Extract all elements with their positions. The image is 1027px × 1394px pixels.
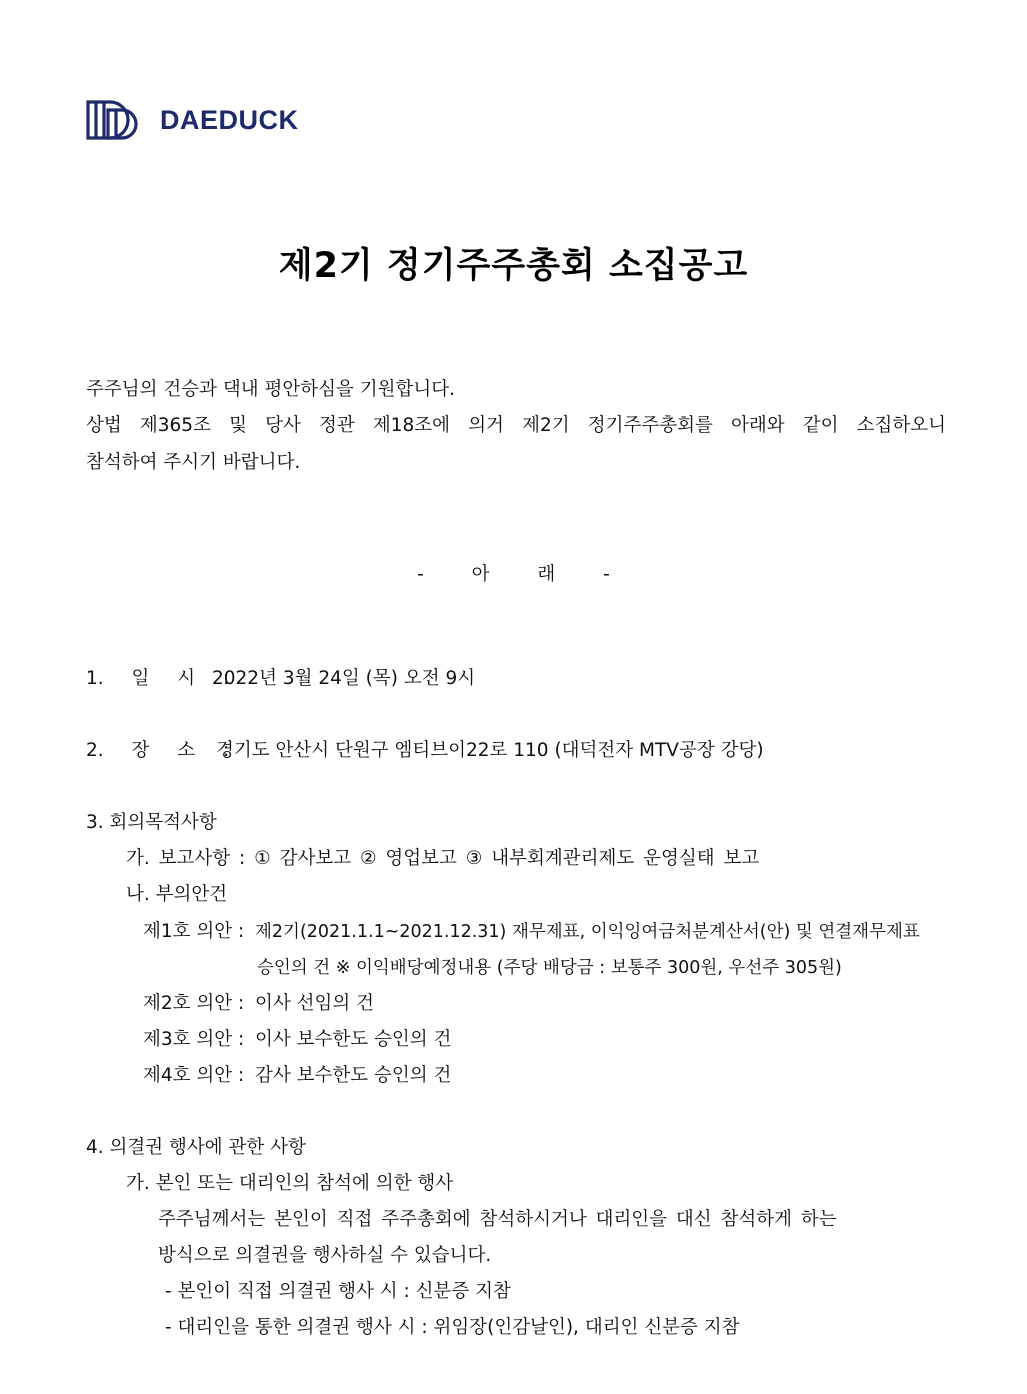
item3-heading: 3. 회의목적사항 [86, 812, 217, 833]
item1-label [86, 667, 229, 691]
item1-label-text: 1. 일 시 : [86, 668, 230, 689]
agenda4-label: 제4호 의안 : [143, 1065, 245, 1086]
item4-bullet-2: - 대리인을 통한 의결권 행사 시 : 위임장(인감날인), 대리인 신분증 지참 [165, 1317, 740, 1338]
page-title: 제2기 정기주주총회 소집공고 [278, 246, 749, 286]
section-separator: - 아 래 - [417, 564, 610, 585]
item3-agenda-heading: 나. 부의안건 [126, 884, 228, 905]
item2-value: 경기도 안산시 단원구 엠티브이22로 110 (대덕전자 MTV공장 강당) [216, 740, 764, 761]
company-logo [86, 98, 299, 142]
agenda4-text: 감사 보수한도 승인의 건 [255, 1065, 452, 1086]
greeting-line-1: 주주님의 건승과 댁내 평안하심을 기원합니다. [86, 379, 455, 400]
agenda1-line-1: 제2기(2021.1.1~2021.12.31) 재무제표, 이익잉여금처분계산서(안) 및 연결재무제표 [255, 922, 920, 942]
item3-report: 가. 보고사항 : ① 감사보고 ② 영업보고 ③ 내부회계관리제도 운영실태 보고 [126, 848, 760, 869]
item4-heading: 4. 의결권 행사에 관한 사항 [86, 1137, 306, 1158]
item2-label [86, 739, 229, 763]
greeting-line-3: 참석하여 주시기 바랍니다. [86, 452, 301, 473]
item4-desc-line-1: 주주님께서는 본인이 직접 주주총회에 참석하시거나 대리인을 대신 참석하게 하는 [158, 1209, 837, 1230]
item1-value: 2022년 3월 24일 (목) 오전 9시 [212, 668, 476, 689]
logo-text: DAEDUCK [160, 104, 299, 135]
greeting-line-2: 상법 제365조 및 당사 정관 제18조에 의거 제2기 정기주주총회를 아래와 같이 소집하오니 [86, 415, 946, 436]
daeduck-logo-mark-icon [86, 98, 146, 142]
item4-bullet-1: - 본인이 직접 의결권 행사 시 : 신분증 지참 [165, 1281, 511, 1302]
agenda2-text: 이사 선임의 건 [255, 993, 374, 1014]
agenda1-line-2: 승인의 건 ※ 이익배당예정내용 (주당 배당금 : 보통주 300원, 우선주 305원) [257, 958, 842, 978]
item2-label-text: 2. 장 소 : [86, 740, 230, 761]
item4-sub-a: 가. 본인 또는 대리인의 참석에 의한 행사 [126, 1173, 454, 1194]
agenda3-text: 이사 보수한도 승인의 건 [255, 1029, 452, 1050]
agenda2-label: 제2호 의안 : [143, 993, 245, 1014]
item4-desc-line-2: 방식으로 의결권을 행사하실 수 있습니다. [158, 1245, 492, 1266]
agenda3-label: 제3호 의안 : [143, 1029, 245, 1050]
agenda1-label: 제1호 의안 : [143, 921, 245, 942]
